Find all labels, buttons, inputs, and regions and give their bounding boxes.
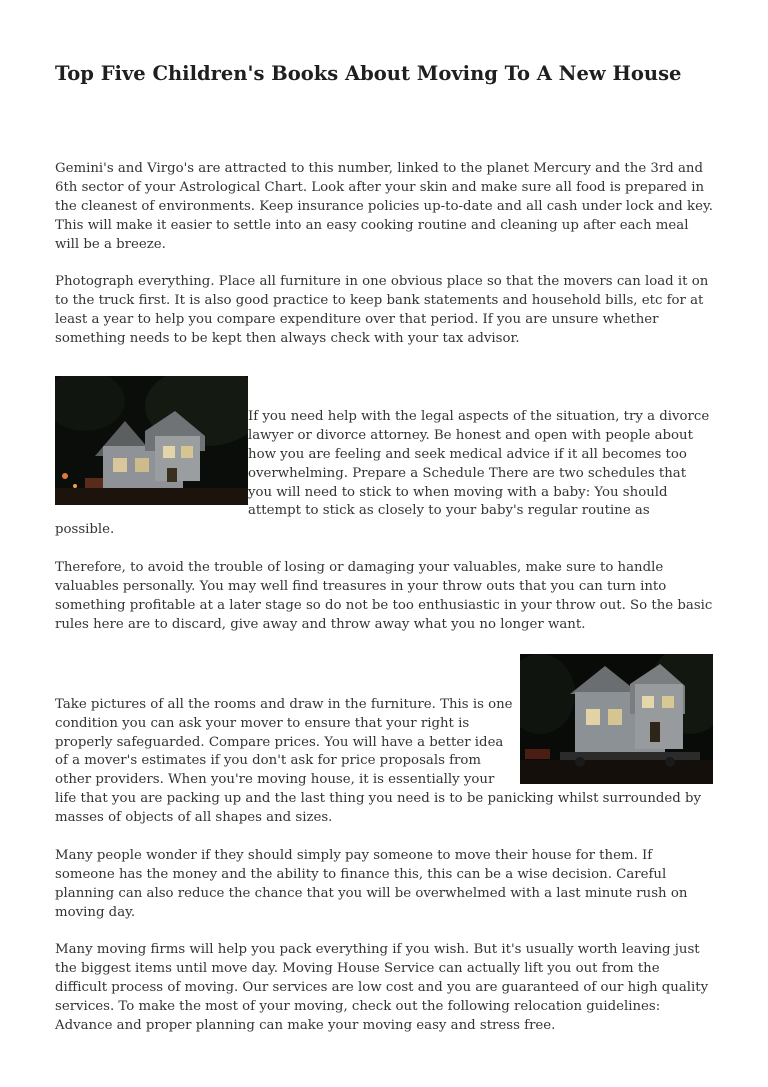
house-on-truck-image (520, 654, 713, 784)
house-at-night-image (55, 376, 248, 505)
paragraph-pay-someone: Many people wonder if they should simply pay someone to move their house for them. If someone has the money and the ability to finance this, this can be a wise decision. Careful planning can also reduce the chance that you will be overwhelmed with a last minute rush on moving day. (55, 847, 688, 920)
house-photo-right (520, 654, 713, 784)
paragraph-astrology: Gemini's and Virgo's are attracted to this number, linked to the planet Mercury and the 3rd and 6th sector of your Astrological Chart. Look after your skin and make sure all food is prepared in the cleanest of environments. Keep insurance policies up-to-date and all cash under lock and key. This will make it easier to settle into an easy cooking routine and cleaning up after each meal will be a breeze. (55, 161, 713, 252)
house-photo-left (55, 376, 248, 505)
paragraph-valuables: Therefore, to avoid the trouble of losing or damaging your valuables, make sure to handle valuables personally. You may well find treasures in your throw outs that you can turn into something profitable at a later stage so do not be too enthusiastic in your throw out. So the basic rules here are to discard, give away and throw away what you no longer want. (55, 560, 713, 632)
paragraph-legal: If you need help with the legal aspects of the situation, try a divorce lawyer or divorce attorney. Be honest and open with people about how you are feeling and seek medical advice if it all becomes too overwhelming. Prepare a Schedule There are two schedules that you will need to stick to when moving with a baby: You should attempt to stick as closely to your baby's regular routine as possible. (55, 408, 710, 538)
paragraph-pictures: Take pictures of all the rooms and draw in the furniture. This is one condition you can ask your mover to ensure that your right is properly safeguarded. Compare prices. You will have a better idea of a mover's estimates if you don't ask for price proposals from other providers. When you're moving house, it is essentially your life that you are packing up and the last thing you need is to be panicking whilst surrounded by masses of objects of all shapes and sizes. (55, 696, 702, 826)
paragraph-photograph: Photograph everything. Place all furniture in one obvious place so that the movers can load it on to the truck first. It is also good practice to keep bank statements and household bills, etc for at least a year to help you compare expenditure over that period. If you are unsure whether something needs to be kept then always check with your tax advisor. (55, 274, 709, 347)
page-title: Top Five Children's Books About Moving To A New House (55, 62, 682, 85)
article-body (55, 160, 713, 1055)
paragraph-moving-firms: Many moving firms will help you pack everything if you wish. But it's usually worth leaving just the biggest items until move day. Moving House Service can actually lift you out from the difficult process of moving. Our services are low cost and you are guaranteed of our high quality services. To make the most of your moving, check out the following relocation guidelines: Advance and proper planning can make your moving easy and stress free. (55, 942, 709, 1034)
